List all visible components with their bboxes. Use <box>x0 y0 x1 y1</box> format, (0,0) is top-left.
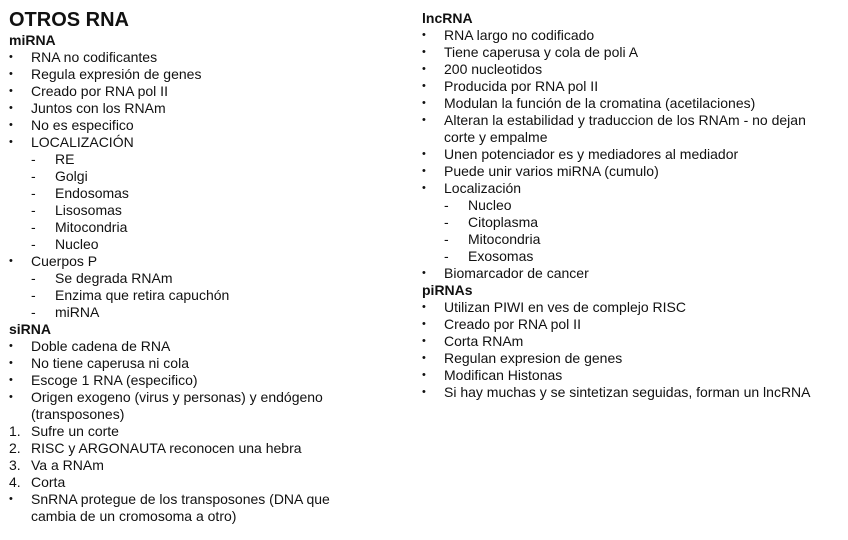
list-item: • SnRNA protegue de los transposones (DNA que <box>9 491 330 507</box>
list-item: • Origen exogeno (virus y personas) y endógeno <box>9 389 323 405</box>
list-item: • Regula expresión de genes <box>9 66 202 82</box>
bullet-icon: • <box>422 369 426 381</box>
list-item: • No es especifico <box>9 117 134 133</box>
bullet-icon: • <box>9 102 13 114</box>
step-number: 1. <box>9 423 21 439</box>
bullet-icon: • <box>9 255 13 267</box>
dash-icon: - <box>31 236 36 252</box>
section-heading-lncrna: lncRNA <box>422 10 473 26</box>
right-column <box>422 10 842 401</box>
list-item: • Creado por RNA pol II <box>422 316 581 332</box>
dash-icon: - <box>31 304 36 320</box>
sub-list-item: - Mitocondria <box>444 231 541 247</box>
bullet-icon: • <box>9 119 13 131</box>
sub-list-item: - miRNA <box>31 304 100 320</box>
numbered-step: 2. RISC y ARGONAUTA reconocen una hebra <box>9 440 302 456</box>
step-number: 4. <box>9 474 21 490</box>
dash-icon: - <box>31 168 36 184</box>
bullet-icon: • <box>9 136 13 148</box>
sub-list-item: - Nucleo <box>31 236 99 252</box>
list-item: • RNA largo no codificado <box>422 27 595 43</box>
section-heading-mirna: miRNA <box>9 32 56 48</box>
bullet-icon: • <box>9 357 13 369</box>
bullet-icon: • <box>9 340 13 352</box>
list-item: • Producida por RNA pol II <box>422 78 599 94</box>
list-item: • Modulan la función de la cromatina (acetilaciones) <box>422 95 756 111</box>
list-item: • No tiene caperusa ni cola <box>9 355 189 371</box>
bullet-icon: • <box>422 165 426 177</box>
list-item: • Juntos con los RNAm <box>9 100 166 116</box>
list-item: • Puede unir varios miRNA (cumulo) <box>422 163 659 179</box>
sub-list-item: - Lisosomas <box>31 202 122 218</box>
step-number: 2. <box>9 440 21 456</box>
list-item-continuation: (transposones) <box>31 406 125 422</box>
list-item: • Tiene caperusa y cola de poli A <box>422 44 639 60</box>
dash-icon: - <box>31 151 36 167</box>
numbered-step: 1. Sufre un corte <box>9 423 119 439</box>
list-item: • Corta RNAm <box>422 333 524 349</box>
bullet-icon: • <box>9 391 13 403</box>
bullet-icon: • <box>422 46 426 58</box>
dash-icon: - <box>31 185 36 201</box>
list-item: • Biomarcador de cancer <box>422 265 589 281</box>
sub-list-item: - Enzima que retira capuchón <box>31 287 230 303</box>
list-item: • Localización <box>422 180 522 196</box>
sub-list-item: - Se degrada RNAm <box>31 270 173 286</box>
list-item: • Creado por RNA pol II <box>9 83 168 99</box>
dash-icon: - <box>31 270 36 286</box>
dash-icon: - <box>31 287 36 303</box>
dash-icon: - <box>444 214 449 230</box>
sub-list-item: - Citoplasma <box>444 214 539 230</box>
list-item-continuation: corte y empalme <box>444 129 548 145</box>
bullet-icon: • <box>422 267 426 279</box>
step-number: 3. <box>9 457 21 473</box>
dash-icon: - <box>31 202 36 218</box>
sub-list-item: - RE <box>31 151 75 167</box>
list-item: • RNA no codificantes <box>9 49 158 65</box>
list-item: • Si hay muchas y se sintetizan seguidas, forman un lncRNA <box>422 384 811 400</box>
section-heading-pirnas: piRNAs <box>422 282 473 298</box>
section-heading-sirna: siRNA <box>9 321 52 337</box>
list-item: • 200 nucleotidos <box>422 61 543 77</box>
bullet-icon: • <box>422 301 426 313</box>
sub-list-item: - Endosomas <box>31 185 129 201</box>
dash-icon: - <box>31 219 36 235</box>
numbered-step: 4. Corta <box>9 474 66 490</box>
bullet-icon: • <box>422 386 426 398</box>
list-item: • Doble cadena de RNA <box>9 338 171 354</box>
bullet-icon: • <box>422 318 426 330</box>
bullet-icon: • <box>9 85 13 97</box>
list-item-continuation: cambia de un cromosoma a otro) <box>31 508 237 524</box>
page-title: OTROS RNA <box>9 9 129 31</box>
list-item: • Unen potenciador es y mediadores al mediador <box>422 146 739 162</box>
sub-list-item: - Exosomas <box>444 248 534 264</box>
list-item: • Escoge 1 RNA (especifico) <box>9 372 198 388</box>
bullet-icon: • <box>422 97 426 109</box>
dash-icon: - <box>444 248 449 264</box>
bullet-icon: • <box>422 352 426 364</box>
bullet-icon: • <box>422 80 426 92</box>
numbered-step: 3. Va a RNAm <box>9 457 104 473</box>
bullet-icon: • <box>9 374 13 386</box>
dash-icon: - <box>444 231 449 247</box>
bullet-icon: • <box>422 63 426 75</box>
sub-list-item: - Mitocondria <box>31 219 128 235</box>
bullet-icon: • <box>422 114 426 126</box>
list-item: • Cuerpos P <box>9 253 98 269</box>
list-item: • Regulan expresion de genes <box>422 350 623 366</box>
bullet-icon: • <box>9 493 13 505</box>
sub-list-item: - Golgi <box>31 168 88 184</box>
dash-icon: - <box>444 197 449 213</box>
list-item: • Alteran la estabilidad y traduccion de los RNAm - no dejan <box>422 112 806 128</box>
bullet-icon: • <box>9 51 13 63</box>
bullet-icon: • <box>422 148 426 160</box>
bullet-icon: • <box>422 29 426 41</box>
bullet-icon: • <box>422 182 426 194</box>
list-item: • LOCALIZACIÓN <box>9 134 134 150</box>
list-item: • Modifican Histonas <box>422 367 563 383</box>
sub-list-item: - Nucleo <box>444 197 512 213</box>
left-column <box>9 0 409 525</box>
bullet-icon: • <box>422 335 426 347</box>
bullet-icon: • <box>9 68 13 80</box>
list-item: • Utilizan PIWI en ves de complejo RISC <box>422 299 686 315</box>
